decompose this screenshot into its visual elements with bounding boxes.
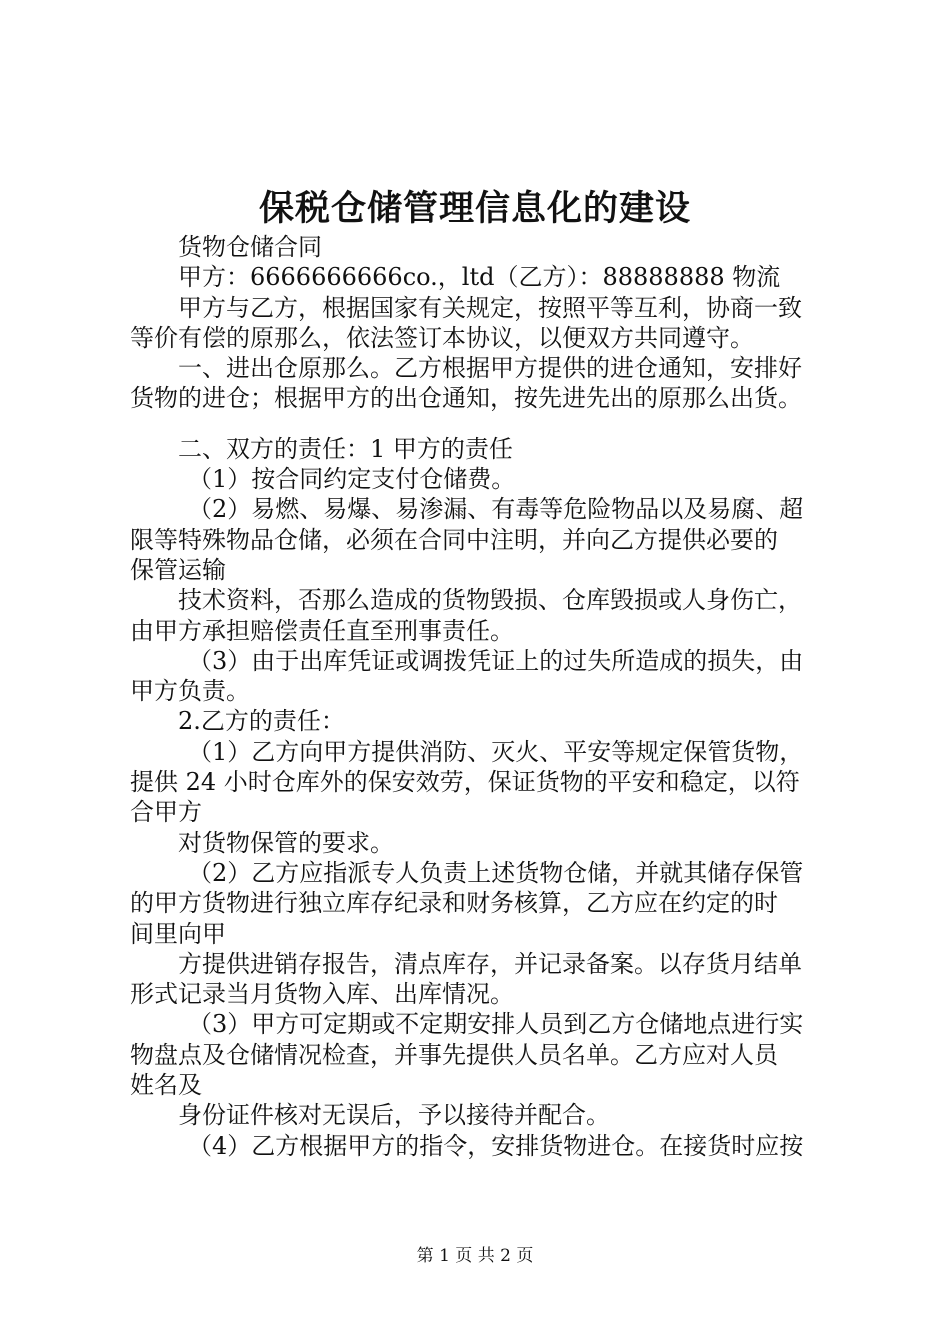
paragraph-line: 技术资料，否那么造成的货物毁损、仓库毁损或人身伤亡，	[178, 586, 802, 615]
paragraph-line: 保管运输	[130, 555, 226, 584]
paragraph-line: 甲方负责。	[130, 677, 250, 706]
paragraph-line: 合甲方	[130, 798, 202, 827]
paragraph-line: （2）易燃、易爆、易渗漏、有毒等危险物品以及易腐、超	[188, 495, 804, 524]
paragraph-line: 由甲方承担赔偿责任直至刑事责任。	[130, 616, 514, 645]
paragraph-line: 货物的进仓；根据甲方的出仓通知，按先进先出的原那么出货。	[130, 384, 802, 413]
paragraph-line: 姓名及	[130, 1071, 202, 1100]
paragraph-line: 的甲方货物进行独立库存纪录和财务核算，乙方应在约定的时	[130, 889, 778, 918]
paragraph-line: （3）由于出库凭证或调拨凭证上的过失所造成的损失，由	[188, 646, 804, 675]
paragraph-line: 甲方与乙方，根据国家有关规定，按照平等互利，协商一致	[178, 293, 802, 322]
blank-line	[130, 414, 850, 434]
paragraph-line: 身份证件核对无误后，予以接待并配合。	[178, 1101, 610, 1130]
paragraph-line: （4）乙方根据甲方的指令，安排货物进仓。在接货时应按	[188, 1131, 804, 1160]
paragraph-line: 形式记录当月货物入库、出库情况。	[130, 980, 514, 1009]
paragraph-line: 方提供进销存报告，清点库存，并记录备案。以存货月结单	[178, 949, 802, 978]
paragraph-line: 甲方：6666666666co.，ltd（乙方）：88888888 物流	[178, 263, 781, 292]
paragraph-line: （1）按合同约定支付仓储费。	[188, 465, 516, 494]
paragraph-line: 二、双方的责任：1 甲方的责任	[178, 434, 513, 463]
page-footer: 第 1 页 共 2 页	[416, 1246, 534, 1266]
paragraph-line: （2）乙方应指派专人负责上述货物仓储，并就其储存保管	[188, 858, 804, 887]
paragraph-line: （3）甲方可定期或不定期安排人员到乙方仓储地点进行实	[188, 1010, 804, 1039]
paragraph-line: 等价有偿的原那么，依法签订本协议，以便双方共同遵守。	[130, 323, 754, 352]
paragraph-line: 限等特殊物品仓储，必须在合同中注明，并向乙方提供必要的	[130, 525, 778, 554]
paragraph-line: 间里向甲	[130, 919, 226, 948]
paragraph-line: 物盘点及仓储情况检查，并事先提供人员名单。乙方应对人员	[130, 1040, 778, 1069]
paragraph-line: 2.乙方的责任：	[178, 707, 345, 736]
paragraph-line: 一、进出仓原那么。乙方根据甲方提供的进仓通知，安排好	[178, 354, 802, 383]
paragraph-line: 对货物保管的要求。	[178, 828, 394, 857]
paragraph-line: （1）乙方向甲方提供消防、灭火、平安等规定保管货物，	[188, 737, 804, 766]
paragraph-line: 货物仓储合同	[178, 233, 322, 261]
paragraph-line: 提供 24 小时仓库外的保安效劳，保证货物的平安和稳定，以符	[130, 768, 800, 797]
document-body	[130, 232, 850, 1161]
document-title: 保税仓储管理信息化的建设	[258, 188, 691, 229]
